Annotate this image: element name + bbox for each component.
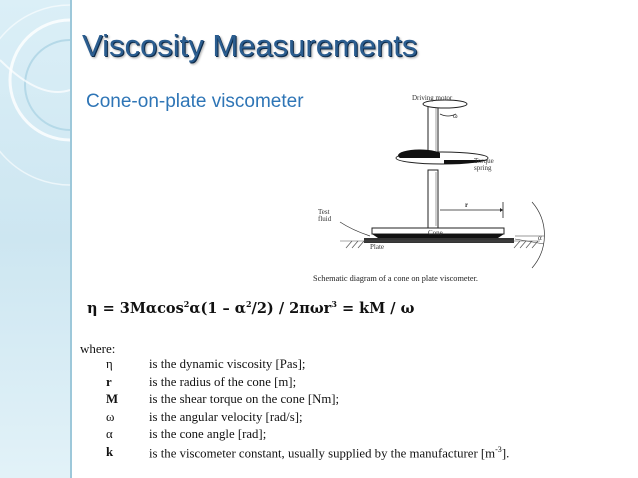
- label-plate: Plate: [370, 243, 384, 251]
- definition-text-end: ].: [501, 445, 510, 460]
- slide-subtitle: Cone-on-plate viscometer: [86, 91, 304, 112]
- definition-row: [106, 392, 576, 410]
- definition-text: is the dynamic viscosity [Pas];: [149, 357, 306, 371]
- definition-row: [106, 445, 576, 463]
- cone-plate-diagram: [310, 90, 570, 290]
- definition-symbol: ω: [106, 409, 115, 424]
- equation-superscript-3: 3: [331, 299, 337, 309]
- equation-part-3: /2) / 2πωr: [251, 299, 332, 317]
- label-cone: Cone: [428, 229, 443, 237]
- definition-text: is the shear torque on the cone [Nm];: [149, 392, 340, 406]
- definition-text: [149, 445, 509, 461]
- definition-row: [106, 427, 576, 445]
- definitions-list: [106, 357, 576, 462]
- definition-text: is the radius of the cone [m];: [149, 374, 297, 389]
- definition-superscript: -3: [495, 444, 502, 454]
- definition-symbol: α: [106, 427, 113, 441]
- definition-symbol: M: [106, 392, 119, 406]
- definition-row: [106, 375, 576, 393]
- label-fluid: fluid: [318, 215, 332, 223]
- equation-part-2: α(1 – α: [189, 299, 246, 317]
- slide-title: Viscosity Measurements: [82, 28, 418, 63]
- label-test: Test: [318, 208, 330, 216]
- label-alpha: α: [538, 234, 542, 242]
- divider-line: [70, 0, 72, 478]
- definition-row: [106, 410, 576, 428]
- label-driving-motor: Driving motor: [412, 94, 453, 102]
- equation-part-4: = kM / ω: [336, 299, 415, 317]
- equation-superscript-2: 2: [245, 299, 252, 309]
- definition-text: is the angular velocity [rad/s];: [149, 409, 303, 424]
- diagram-caption: Schematic diagram of a cone on plate viscometer.: [313, 274, 478, 283]
- definition-text: is the cone angle [rad];: [149, 427, 267, 441]
- where-label: where:: [80, 341, 116, 356]
- definition-row: [106, 357, 576, 375]
- equation-part-1: η = 3Mαcos: [87, 299, 184, 317]
- definition-symbol: r: [106, 374, 112, 389]
- label-r: r: [465, 201, 469, 209]
- definition-symbol: k: [106, 444, 114, 459]
- label-spring: spring: [474, 164, 492, 172]
- viscosity-equation: [87, 299, 414, 317]
- equation-superscript-1: 2: [183, 299, 190, 309]
- definition-symbol: η: [106, 357, 113, 371]
- label-omega: ω: [453, 112, 458, 120]
- label-torque: Torque: [474, 157, 494, 165]
- definition-text-main: is the viscometer constant, usually supplied by the manufacturer [m: [149, 445, 496, 460]
